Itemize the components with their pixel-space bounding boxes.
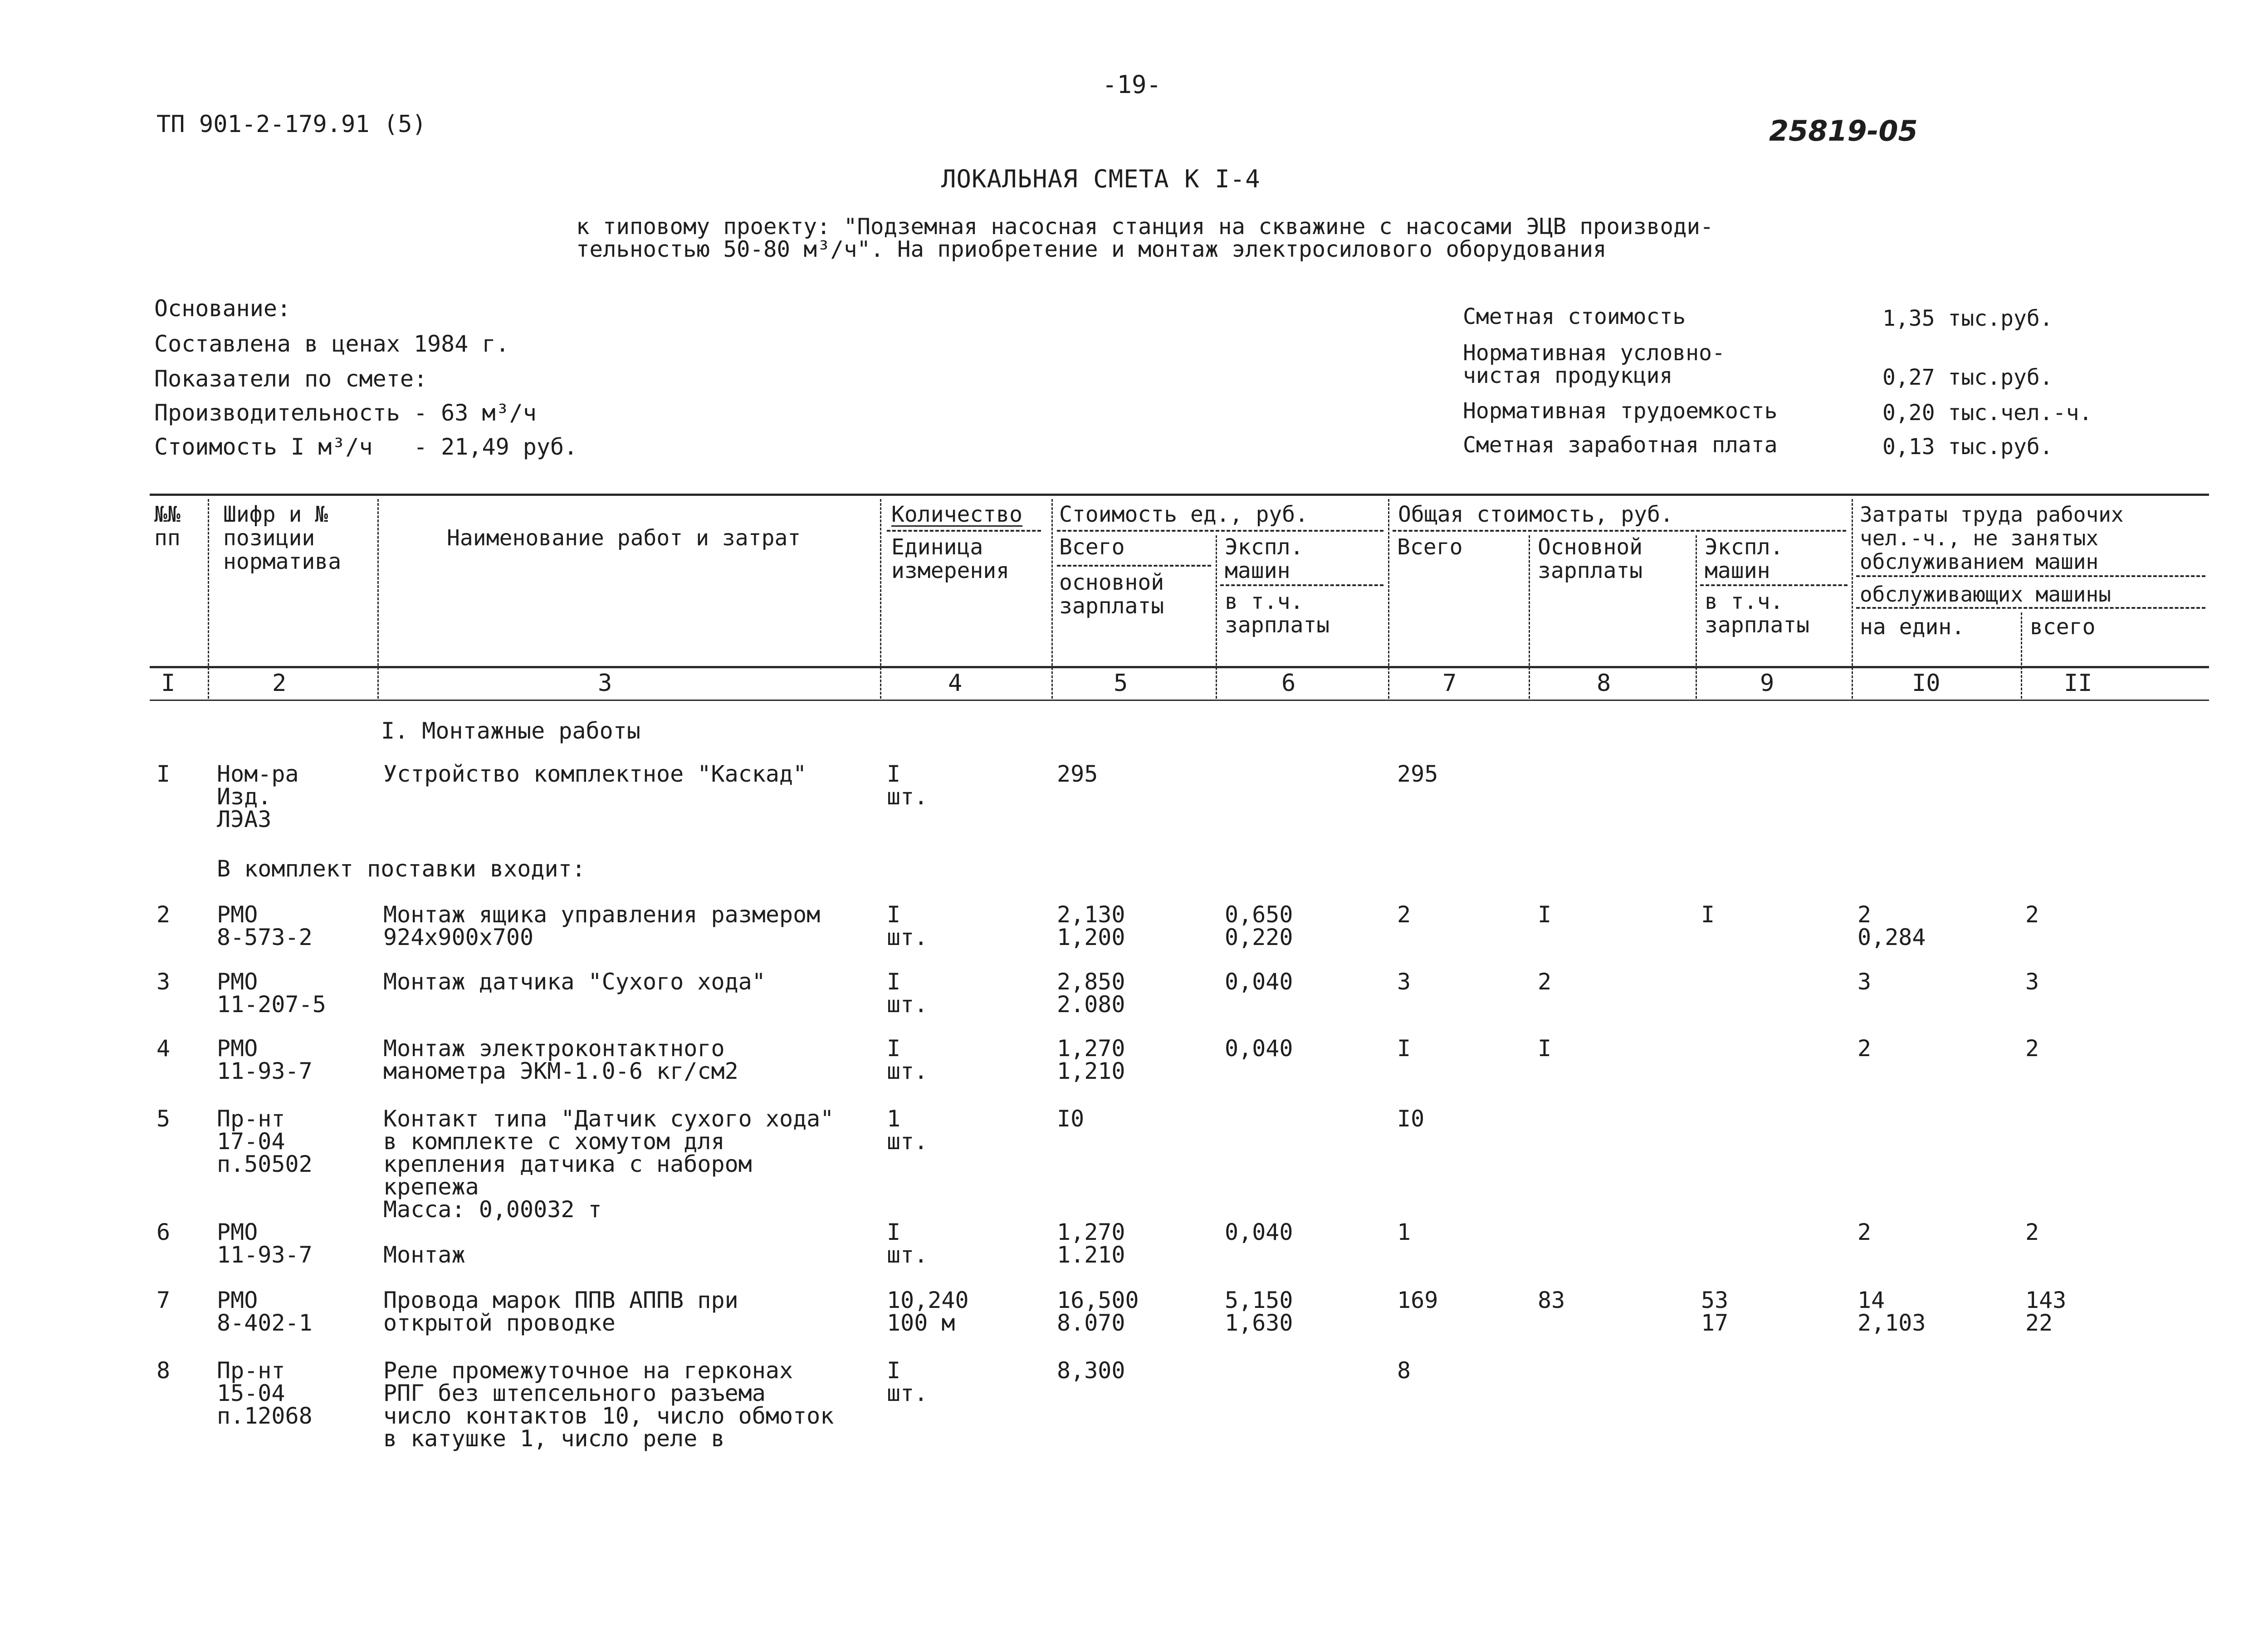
hdr-c6-1: в т.ч. (1225, 589, 1304, 614)
col-sep-10 (2021, 612, 2022, 699)
unit-cost-total-cell: 1.210 (1057, 1242, 1125, 1268)
col-sep-8 (1696, 535, 1697, 699)
hdr-c5-2: зарплаты (1059, 593, 1164, 619)
document-title: ЛОКАЛЬНАЯ СМЕТА К I-4 (941, 165, 1261, 193)
hdr-code-2: позиции (223, 525, 315, 551)
norm-code: п.50502 (217, 1151, 313, 1177)
unit-cost-total-cell: 2,850 (1057, 969, 1125, 995)
norm-code: Пр-нт (217, 1106, 285, 1132)
row-number: 3 (156, 969, 171, 995)
row-number: 8 (156, 1357, 171, 1384)
row-number: 2 (156, 901, 171, 928)
unit-cell: I (887, 969, 901, 995)
row-number: 7 (156, 1287, 171, 1313)
col-number: 8 (1597, 670, 1611, 697)
summary-value-labour: 0,20 тыс.чел.-ч. (1882, 400, 2092, 426)
norm-code: 17-04 (217, 1128, 285, 1155)
hdr-c6-top-2: машин (1225, 558, 1290, 583)
col-sep-3 (880, 499, 881, 699)
indicators-label: Показатели по смете: (154, 366, 428, 392)
productivity-text: Производительность - 63 м³/ч (154, 400, 537, 426)
col-number: 2 (272, 670, 287, 697)
work-name: Контакт типа "Датчик сухого хода" (383, 1106, 834, 1132)
norm-code: ЛЭАЗ (217, 806, 272, 832)
row-number: 6 (156, 1219, 171, 1245)
unit-cost-total-cell: 295 (1057, 761, 1098, 787)
unit-cost-total-cell: 8,300 (1057, 1357, 1125, 1384)
unit-cell: 10,240 (887, 1287, 969, 1313)
hdr-c5-1: основной (1059, 570, 1164, 595)
unit-cost-machines-cell: 0,650 (1225, 901, 1293, 928)
unit-cell: шт. (887, 1128, 928, 1155)
hdr-c9-top-1: Экспл. (1705, 534, 1784, 560)
col-number: 6 (1281, 670, 1296, 697)
hdr-unit-1: Единица (891, 534, 983, 560)
hdr-unit-cost: Стоимость ед., руб. (1059, 502, 1309, 527)
work-name: Масса: 0,00032 т (383, 1196, 602, 1223)
norm-code: РМО (217, 1219, 258, 1245)
total-cost-group-rule (1393, 530, 1846, 532)
unit-cost-total-cell: 16,500 (1057, 1287, 1139, 1313)
c9-sub-rule (1700, 584, 1848, 586)
hdr-code-1: Шифр и № (223, 502, 328, 527)
work-name: число контактов 10, число обмоток (383, 1403, 834, 1429)
norm-code: 15-04 (217, 1380, 285, 1406)
col-sep-1 (208, 499, 209, 699)
unit-cell: шт. (887, 1058, 928, 1084)
norm-code: 11-93-7 (217, 1058, 313, 1084)
col-sep-6 (1388, 499, 1389, 699)
norm-code: 11-207-5 (217, 991, 326, 1018)
total-machines-cell: 17 (1701, 1310, 1729, 1336)
hdr-quantity: Количество (891, 502, 1022, 527)
hdr-c6-top-1: Экспл. (1225, 534, 1304, 560)
hdr-c9-top-2: машин (1705, 558, 1770, 583)
unit-cost-machines-cell: 1,630 (1225, 1310, 1293, 1336)
unit-cost-machines-cell: 0,040 (1225, 1219, 1293, 1245)
document-subtitle-line-1: к типовому проекту: "Подземная насосная станция на скважине с насосами ЭЦВ производи- (576, 214, 1714, 240)
unit-cost-total-cell: 8.070 (1057, 1310, 1125, 1336)
hdr-total-cost: Общая стоимость, руб. (1398, 502, 1673, 527)
hdr-labour-3: обслуживанием машин (1860, 549, 2099, 574)
work-name: манометра ЭКМ-1.0-6 кг/см2 (383, 1058, 738, 1084)
norm-code: РМО (217, 969, 258, 995)
hdr-c11: всего (2030, 614, 2096, 640)
norm-code: РМО (217, 1287, 258, 1313)
unit-cell: I (887, 761, 901, 787)
labour-per-unit-cell: 2,103 (1857, 1310, 1926, 1336)
summary-value-wages: 0,13 тыс.руб. (1882, 434, 2053, 460)
hdr-c6-2: зарплаты (1225, 612, 1330, 638)
col-number: 7 (1442, 670, 1457, 697)
page-number: -19- (1102, 70, 1162, 99)
unit-cost-total-cell: 1,210 (1057, 1058, 1125, 1084)
work-name: в комплекте с хомутом для (383, 1128, 725, 1155)
hdr-c7: Всего (1397, 534, 1463, 560)
basis-label: Основание: (154, 295, 291, 322)
total-cost-cell: 2 (1397, 901, 1411, 928)
unit-cost-text: Стоимость I м³/ч - 21,49 руб. (154, 434, 578, 460)
hdr-work-name: Наименование работ и затрат (447, 525, 801, 551)
summary-value-net-output: 0,27 тыс.руб. (1882, 365, 2053, 390)
col-sep-2 (377, 499, 379, 699)
col-number: 9 (1760, 670, 1774, 697)
work-name: Провода марок ППВ АППВ при (383, 1287, 738, 1313)
document-code: ТП 901-2-179.91 (5) (156, 111, 426, 138)
total-machines-cell: I (1701, 901, 1715, 928)
unit-cell: шт. (887, 991, 928, 1018)
hdr-labour-2: чел.-ч., не занятых (1860, 526, 2099, 550)
hdr-code-3: норматива (223, 549, 342, 574)
labour-mid-rule-1 (1856, 575, 2205, 577)
hdr-c10: на един. (1860, 614, 1965, 640)
unit-cost-machines-cell: 0,220 (1225, 924, 1293, 950)
norm-code: Пр-нт (217, 1357, 285, 1384)
archive-stamp: 25819-05 (1769, 114, 1918, 147)
labour-per-unit-cell: 2 (1857, 1035, 1872, 1062)
summary-label-net-output-2: чистая продукция (1463, 363, 1673, 388)
norm-code: п.12068 (217, 1403, 313, 1429)
total-cost-cell: I0 (1397, 1106, 1425, 1132)
labour-total-cell: 3 (2025, 969, 2039, 995)
labour-mid-rule-2 (1856, 607, 2205, 609)
unit-cell: I (887, 1219, 901, 1245)
qty-group-rule (887, 530, 1041, 532)
norm-code: 8-402-1 (217, 1310, 313, 1336)
summary-label-labour: Нормативная трудоемкость (1463, 398, 1778, 424)
unit-cell: шт. (887, 924, 928, 950)
unit-cost-machines-cell: 0,040 (1225, 1035, 1293, 1062)
norm-code: Ном-ра (217, 761, 299, 787)
hdr-unit-2: измерения (891, 558, 1010, 583)
unit-cell: шт. (887, 1380, 928, 1406)
norm-code: РМО (217, 901, 258, 928)
hdr-labour-mid: обслуживающих машины (1860, 582, 2111, 607)
work-name: в катушке 1, число реле в (383, 1425, 725, 1452)
unit-cell: I (887, 1035, 901, 1062)
row-number: 4 (156, 1035, 171, 1062)
work-name: Устройство комплектное "Каскад" (383, 761, 807, 787)
summary-label-net-output: Нормативная условно- (1463, 340, 1725, 366)
unit-cell: I (887, 901, 901, 928)
unit-cost-machines-cell: 5,150 (1225, 1287, 1293, 1313)
hdr-c9-2: зарплаты (1705, 612, 1810, 638)
hdr-row-no-1: №№ (154, 502, 181, 527)
unit-cost-total-cell: I0 (1057, 1106, 1085, 1132)
labour-total-cell: 22 (2025, 1310, 2053, 1336)
summary-label-wages: Сметная заработная плата (1463, 432, 1778, 458)
hdr-c9-1: в т.ч. (1705, 589, 1784, 614)
labour-per-unit-cell: 0,284 (1857, 924, 1926, 950)
norm-code: РМО (217, 1035, 258, 1062)
total-wages-cell: I (1538, 1035, 1552, 1062)
total-wages-cell: 83 (1538, 1287, 1565, 1313)
work-name: крепежа (383, 1174, 479, 1200)
col-number: II (2064, 670, 2092, 697)
unit-cost-machines-cell: 0,040 (1225, 969, 1293, 995)
c6-sub-rule (1220, 584, 1383, 586)
col-number: 4 (948, 670, 963, 697)
labour-total-cell: 2 (2025, 1035, 2039, 1062)
row-number: I (156, 761, 171, 787)
unit-cost-total-cell: 2.080 (1057, 991, 1125, 1018)
hdr-c5-total: Всего (1059, 534, 1125, 560)
total-cost-cell: 169 (1397, 1287, 1438, 1313)
work-name: крепления датчика с набором (383, 1151, 752, 1177)
total-cost-cell: 3 (1397, 969, 1411, 995)
unit-cell: шт. (887, 783, 928, 810)
unit-cell: 1 (887, 1106, 901, 1132)
total-cost-cell: 295 (1397, 761, 1438, 787)
norm-code: 11-93-7 (217, 1242, 313, 1268)
unit-cost-group-rule (1057, 530, 1383, 532)
col-number: I (161, 670, 176, 697)
work-name: Монтаж датчика "Сухого хода" (383, 969, 766, 995)
unit-cost-total-cell: 2,130 (1057, 901, 1125, 928)
document-subtitle-line-2: тельностью 50-80 м³/ч". На приобретение и монтаж электросилового оборудования (576, 236, 1607, 262)
total-cost-cell: 1 (1397, 1219, 1411, 1245)
unit-cost-total-cell: 1,270 (1057, 1219, 1125, 1245)
hdr-c8-1: Основной (1538, 534, 1643, 560)
col-sep-7 (1529, 535, 1530, 699)
col-sep-5 (1216, 535, 1217, 699)
unit-cost-total-cell: 1,200 (1057, 924, 1125, 950)
work-name: открытой проводке (383, 1310, 616, 1336)
total-machines-cell: 53 (1701, 1287, 1729, 1313)
unit-cost-total-cell: 1,270 (1057, 1035, 1125, 1062)
col-number: 5 (1114, 670, 1128, 697)
table-header-bottom-rule (150, 666, 2209, 668)
hdr-labour-1: Затраты труда рабочих (1860, 502, 2124, 527)
col-sep-4 (1051, 499, 1053, 699)
work-name: Монтаж электроконтактного (383, 1035, 725, 1062)
labour-per-unit-cell: 14 (1857, 1287, 1885, 1313)
work-name: Монтаж ящика управления размером (383, 901, 821, 928)
complect-note: В комплект поставки входит: (217, 856, 586, 882)
summary-label-estimate: Сметная стоимость (1463, 304, 1686, 329)
unit-cell: I (887, 1357, 901, 1384)
col-number: I0 (1912, 670, 1941, 697)
labour-per-unit-cell: 3 (1857, 969, 1872, 995)
work-name: РПГ без штепсельного разъема (383, 1380, 766, 1406)
price-base-text: Составлена в ценах 1984 г. (154, 331, 509, 357)
section-title: I. Монтажные работы (381, 718, 640, 744)
total-wages-cell: 2 (1538, 969, 1552, 995)
work-name: Реле промежуточное на герконах (383, 1357, 793, 1384)
labour-total-cell: 143 (2025, 1287, 2067, 1313)
unit-cell: 100 м (887, 1310, 955, 1336)
labour-total-cell: 2 (2025, 901, 2039, 928)
col-number: 3 (598, 670, 612, 697)
labour-total-cell: 2 (2025, 1219, 2039, 1245)
norm-code: Изд. (217, 783, 272, 810)
norm-code: 8-573-2 (217, 924, 313, 950)
col-sep-9 (1852, 499, 1853, 699)
work-name: Монтаж (383, 1242, 465, 1268)
total-wages-cell: I (1538, 901, 1552, 928)
hdr-row-no-2: пп (154, 525, 181, 551)
labour-per-unit-cell: 2 (1857, 1219, 1872, 1245)
c5-sub-rule (1057, 565, 1211, 567)
work-name: 924x900x700 (383, 924, 534, 950)
labour-per-unit-cell: 2 (1857, 901, 1872, 928)
summary-value-estimate: 1,35 тыс.руб. (1882, 306, 2053, 331)
unit-cell: шт. (887, 1242, 928, 1268)
total-cost-cell: 8 (1397, 1357, 1411, 1384)
total-cost-cell: I (1397, 1035, 1411, 1062)
row-number: 5 (156, 1106, 171, 1132)
table-top-rule (150, 494, 2209, 496)
hdr-c8-2: зарплаты (1538, 558, 1643, 583)
column-numbers-bottom-rule (150, 700, 2209, 701)
